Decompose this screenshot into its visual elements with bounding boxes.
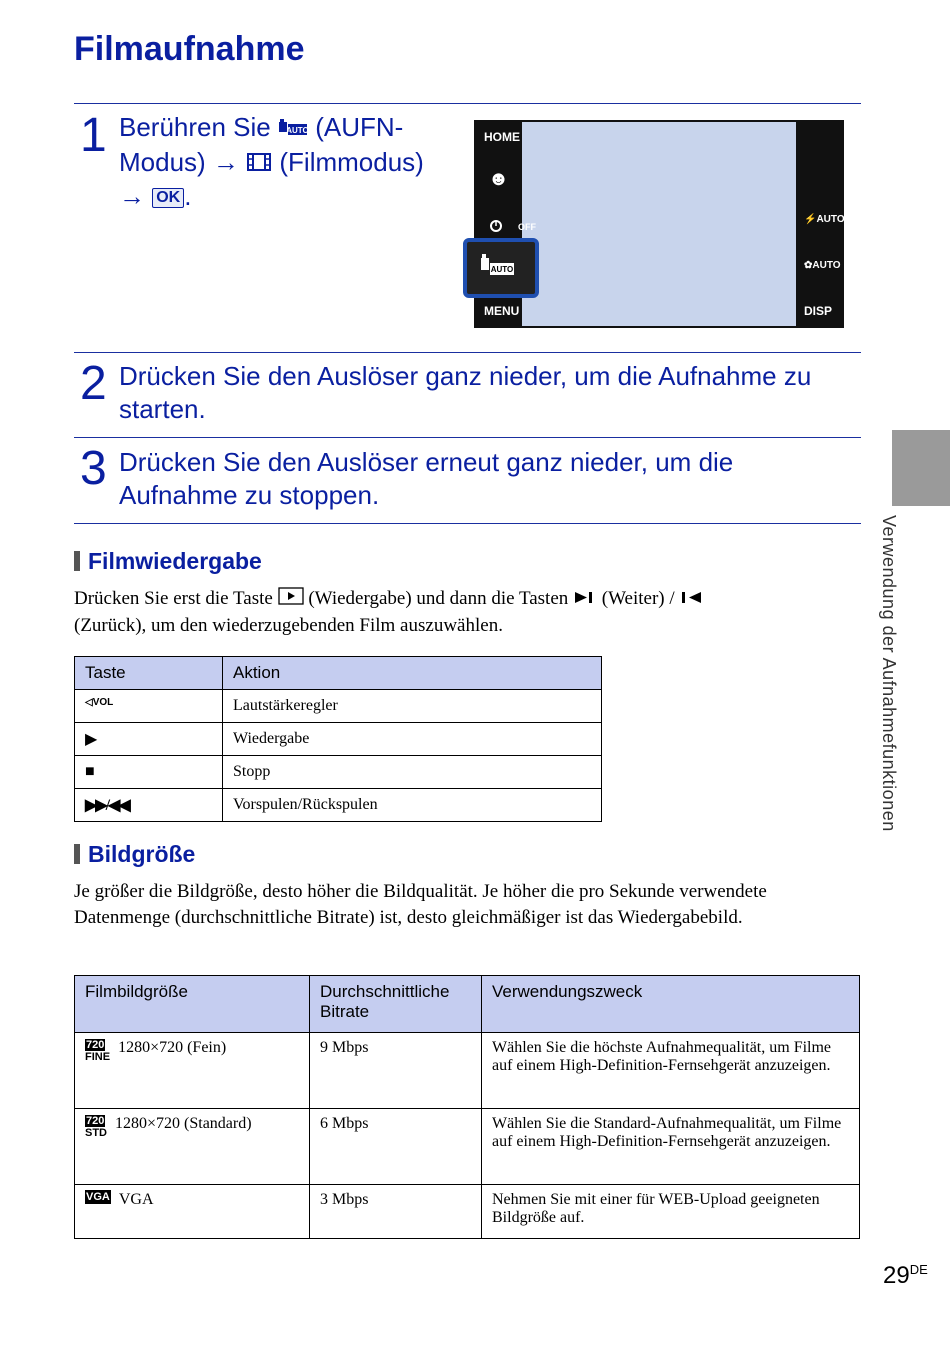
step-3-line-2: Aufnahme zu stoppen. xyxy=(119,480,380,510)
table-cell: Wählen Sie die höchste Aufnahmequalität, um Filme auf einem High-Definition-Fernsehgerät anzuzeigen. xyxy=(482,1033,860,1109)
table-cell: Stopp xyxy=(223,756,602,789)
step-2-text xyxy=(119,360,859,426)
table-cell: 9 Mbps xyxy=(310,1033,482,1109)
table-row xyxy=(75,690,602,723)
size-paragraph: Je größer die Bildgröße, desto höher die Bildqualität. Je höher die pro Sekunde verwendete Datenmenge (durchschnittliche Bitrate) ist, desto gleichmäßiger ist das Wiedergabebild. xyxy=(74,881,767,928)
step-1-text: Berühren Sie AUTO (AUFN- Modus) → (Filmmodus) → OK . xyxy=(119,112,424,212)
table-row xyxy=(75,1033,860,1109)
table-cell: 3 Mbps xyxy=(310,1185,482,1239)
table-row xyxy=(75,1185,860,1239)
stop-icon: ■ xyxy=(75,756,223,789)
arrow-icon: → xyxy=(119,181,145,212)
step-number: 1 xyxy=(80,109,107,162)
table-row xyxy=(75,756,602,789)
page-title: Filmaufnahme xyxy=(74,30,305,68)
step-1-text-b: (AUFN- xyxy=(307,112,404,142)
step-2-line-1: Drücken Sie den Auslöser ganz nieder, um die Aufnahme zu xyxy=(119,361,812,391)
step-3-line-1: Drücken Sie den Auslöser erneut ganz nieder, um die xyxy=(119,447,734,477)
next-icon xyxy=(573,587,597,613)
playback-button-icon xyxy=(278,587,304,613)
home-label: HOME xyxy=(484,130,520,144)
table-cell: 6 Mbps xyxy=(310,1109,482,1185)
table-row xyxy=(75,723,602,756)
divider xyxy=(74,437,861,438)
volume-icon: ◁VOL xyxy=(75,690,223,723)
table-cell: Lautstärkeregler xyxy=(223,690,602,723)
table-cell: 720 STD 1280×720 (Standard) xyxy=(75,1109,310,1185)
table-cell: Wiedergabe xyxy=(223,723,602,756)
720-fine-icon: 720 FINE xyxy=(85,1039,111,1063)
table-row xyxy=(75,1109,860,1185)
side-tab-marker xyxy=(892,430,950,506)
step-2-line-2: starten. xyxy=(119,394,206,424)
step-1-text-c: Modus) xyxy=(119,146,213,177)
divider xyxy=(74,352,861,353)
vga-icon: VGA xyxy=(86,1191,110,1203)
disp-label: DISP xyxy=(804,304,833,318)
image-size-table xyxy=(74,975,860,1239)
step-3-text xyxy=(119,446,859,512)
step-number: 2 xyxy=(80,357,107,410)
camera-auto-icon xyxy=(467,242,535,294)
side-section-label: Verwendung der Aufnahmefunktionen xyxy=(879,515,899,832)
playback-table xyxy=(74,656,602,822)
table-cell: Vorspulen/Rückspulen xyxy=(223,789,602,822)
divider xyxy=(74,103,861,104)
heading-bar xyxy=(74,844,80,864)
previous-icon xyxy=(679,587,705,613)
table-cell: VGA VGA xyxy=(75,1185,310,1239)
720-std-icon: 720 STD xyxy=(85,1115,107,1139)
macro-auto-icon: ✿AUTO xyxy=(804,260,841,271)
lcd-area xyxy=(522,122,796,326)
play-icon: ▶ xyxy=(75,723,223,756)
table-cell: Wählen Sie die Standard-Aufnahmequalität, um Filme auf einem High-Definition-Fernsehgerät anzuzeigen. xyxy=(482,1109,860,1185)
section-heading-size: Bildgröße xyxy=(74,841,195,868)
table-cell: 720 FINE 1280×720 (Fein) xyxy=(75,1033,310,1109)
step-number: 3 xyxy=(80,442,107,495)
table-header: Taste xyxy=(75,657,223,690)
selected-rec-mode-highlight xyxy=(463,238,539,298)
flash-auto-icon: ⚡AUTO xyxy=(804,214,845,225)
face-icon: ☻ xyxy=(488,168,510,190)
arrow-icon: → xyxy=(212,146,239,177)
table-header: Filmbildgröße xyxy=(75,976,310,1033)
table-header: Verwendungszweck xyxy=(482,976,860,1033)
self-timer-off-icon: OFF xyxy=(490,218,536,236)
fast-forward-rewind-icon: ▶▶/◀◀ xyxy=(75,789,223,822)
step-1-text-a: Berühren Sie xyxy=(119,112,278,142)
step-1-text-d: (Filmmodus) xyxy=(272,146,424,177)
playback-paragraph: Drücken Sie erst die Taste (Wiedergabe) und dann die Tasten (Weiter) / (Zurück), um den wiederzugebenden Film auszuwählen. xyxy=(74,586,844,639)
svg-text:AUTO: AUTO xyxy=(490,265,514,274)
svg-text:AUTO: AUTO xyxy=(286,125,308,135)
camera-auto-icon xyxy=(278,113,308,146)
menu-label: MENU xyxy=(484,304,520,318)
table-cell: Nehmen Sie mit einer für WEB-Upload geeigneten Bildgröße auf. xyxy=(482,1185,860,1239)
table-header: Aktion xyxy=(223,657,602,690)
table-header: Durchschnittliche Bitrate xyxy=(310,976,482,1033)
section-heading-playback: Filmwiedergabe xyxy=(74,548,262,575)
page-number: 29DE xyxy=(883,1262,928,1289)
divider xyxy=(74,523,861,524)
ok-button-icon: OK xyxy=(152,188,184,208)
heading-bar xyxy=(74,551,80,571)
film-mode-icon xyxy=(246,147,272,180)
table-row xyxy=(75,789,602,822)
